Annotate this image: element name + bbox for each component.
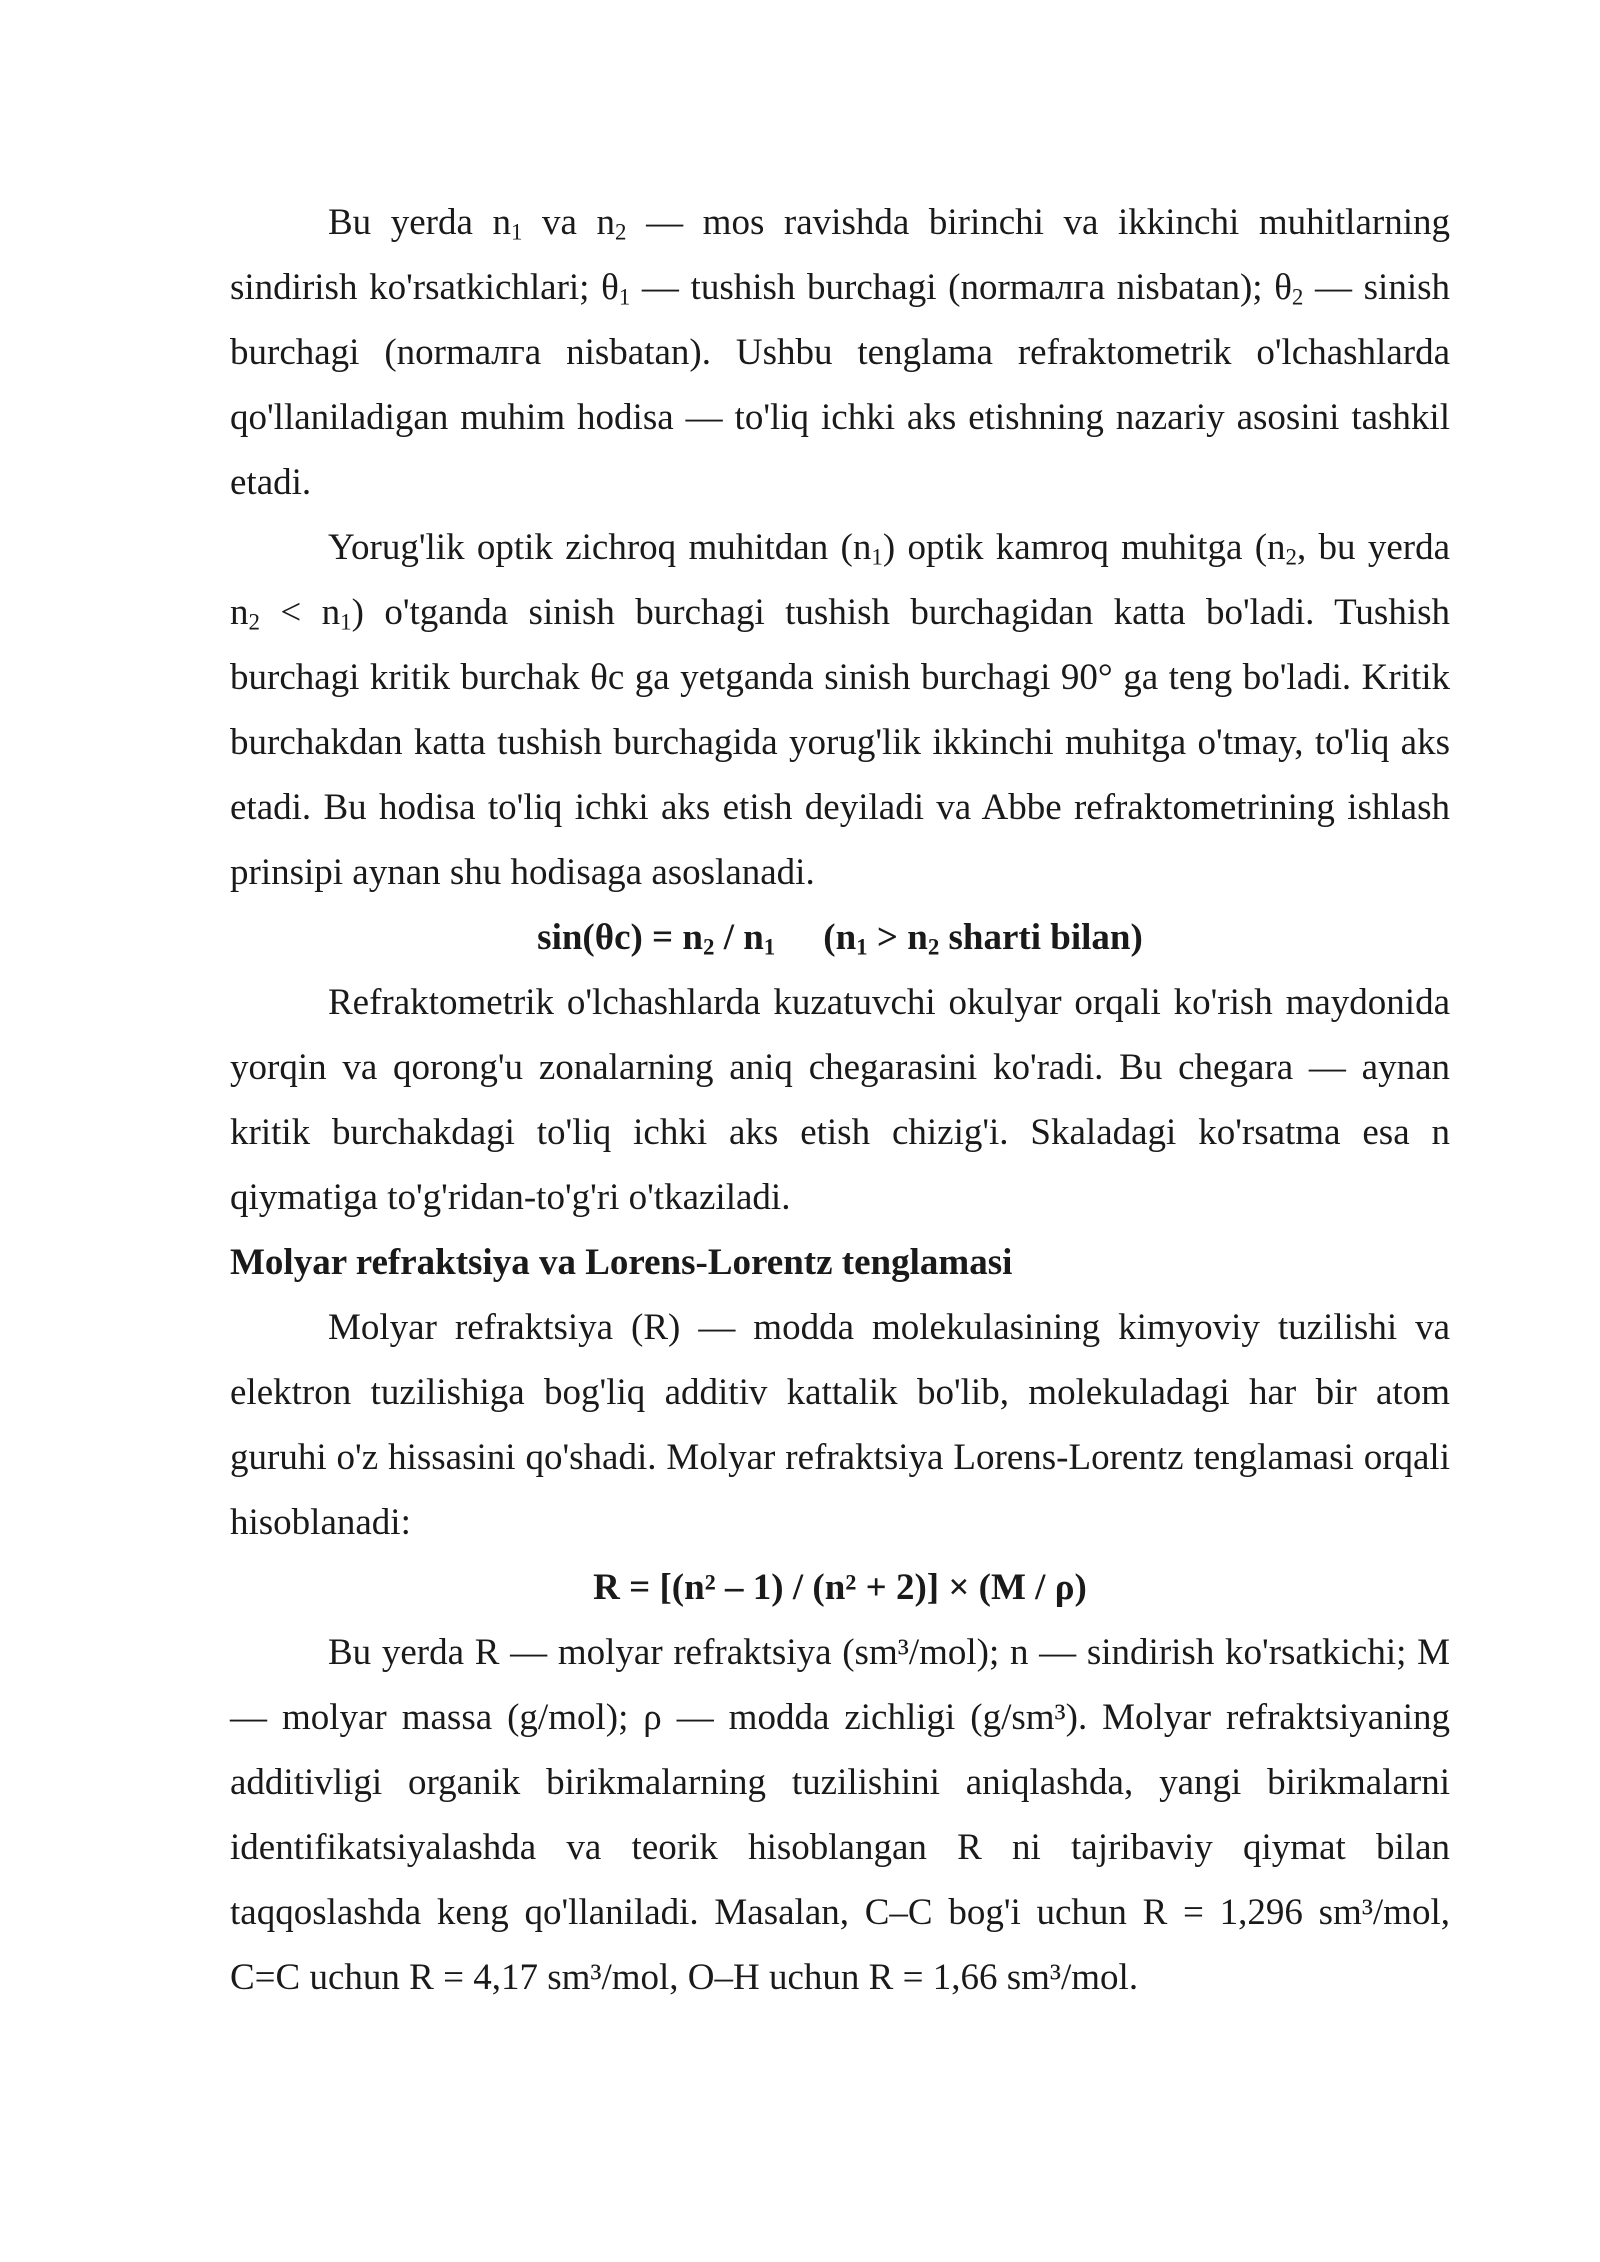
paragraph-refractometric-observation: Refraktometrik o'lchashlarda kuzatuvchi okulyar orqali ko'rish maydonida yorqin va qorong'u zonalarning aniq chegarasini ko'radi. Bu chegara — aynan kritik burchakdagi to'liq ichki aks etish chizig'i. Skaladagi ko'rsatma esa n qiymatiga to'g'ridan-to'g'ri o'tkaziladi.: [230, 982, 1450, 1218]
document-page: [230, 190, 1450, 2010]
paragraph-molar-refraction-details: Bu yerda R — molyar refraktsiya (sm³/mol); n — sindirish ko'rsatkichi; M — molyar massa (g/mol); ρ — modda zichligi (g/sm³). Molyar refraktsiyaning additivligi organik birikmalarning tuzilishini aniqlashda, yangi birikmalarni identifikatsiyalashda va teorik hisoblangan R ni tajribaviy qiymat bilan taqqoslashda keng qo'llaniladi. Masalan, C–C bog'i uchun R = 1,296 sm³/mol, C=C uchun R = 4,17 sm³/mol, O–H uchun R = 1,66 sm³/mol.: [230, 1632, 1450, 1998]
paragraph-total-internal-reflection: Yorug'lik optik zichroq muhitdan $(n_1)$ optik kamroq muhitga ($n_2$, bu yerda $n_2 < n_1$) o'tganda sinish burchagi tushish burchagidan katta bo'ladi. Tushish burchagi kritik burchak θc ga yetganda sinish burchagi 90° ga teng bo'ladi. Kritik burchakdan katta tushish burchagida yorug'lik ikkinchi muhitga o'tmay, to'liq aks etadi. Bu hodisa to'liq ichki aks etish deyiladi va Abbe refraktometrining ishlash prinsipi aynan shu hodisaga asoslanadi.: [230, 527, 1451, 893]
paragraph-molar-refraction: Molyar refraktsiya (R) — modda molekulasining kimyoviy tuzilishi va elektron tuzilishiga bog'liq additiv kattalik bo'lib, molekuladagi har bir atom guruhi o'z hissasini qo'shadi. Molyar refraktsiya Lorens-Lorentz tenglamasi orqali hisoblanadi:: [230, 1307, 1450, 1543]
formula-lorenz-lorentz: R = [(n² – 1) / (n² + 2)] × (M / ρ): [593, 1567, 1087, 1608]
paragraph-snell-variables: Bu yerda $n_1$ va $n_2$ — mos ravishda birinchi va ikkinchi muhitlarning sindirish ko'rsatkichlari; $\theta_1$ — tushish burchagi (normaлга nisbatan); $\theta_2$ — sinish burchagi (normaлга nisbatan). Ushbu tenglama refraktometrik o'lchashlarda qo'llaniladigan muhim hodisa — to'liq ichki aks etishning nazariy asosini tashkil etadi.: [230, 202, 1451, 503]
formula-critical-angle: $\sin(\theta c) = n_2 / n_1$ ($n_1 > n_2$ sharti bilan): [537, 917, 1143, 960]
section-heading: Molyar refraktsiya va Lorens-Lorentz tenglamasi: [230, 1242, 1013, 1283]
